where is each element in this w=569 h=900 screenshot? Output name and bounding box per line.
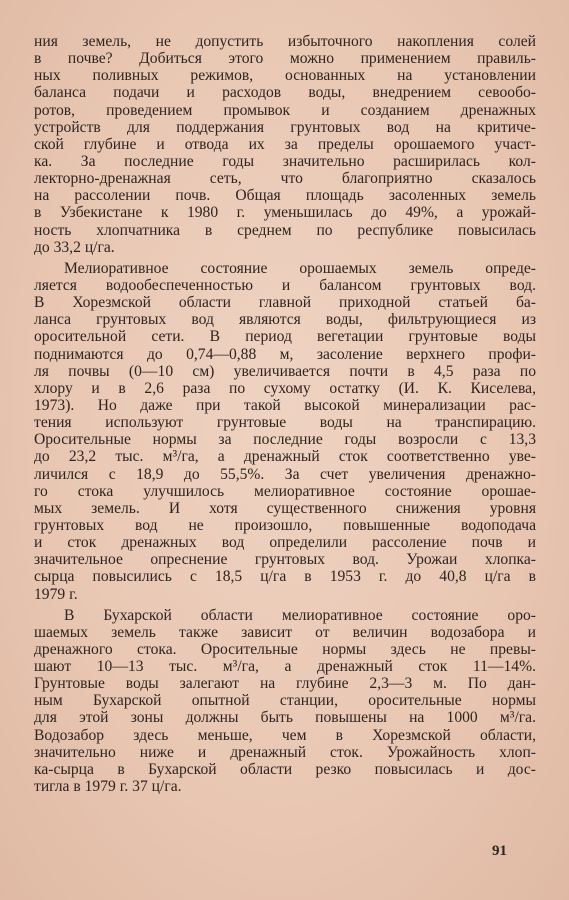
text-line: оросительной сети. В период вегетации грунтовые воды [34,328,536,346]
text-line: В Хорезмской области главной приходной статьей ба- [34,294,536,312]
text-line: шаемых земель также зависит от величин водозабора и [34,623,536,641]
text-line: Мелиоративное состояние орошаемых земель опреде- [64,259,536,277]
text-line: шают 10—13 тыс. м³/га, а дренажный сток 11—14%. [34,658,536,676]
text-line: Грунтовые воды залегают на глубине 2,3—3 м. По дан- [34,675,536,693]
text-line: в Узбекистане к 1980 г. уменьшилась до 49%, а урожай- [34,204,536,222]
text-line: поднимаются до 0,74—0,88 м, засоление верхнего профи- [34,345,536,363]
text-line: и сток дренажных вод определили рассоление почв и [34,534,536,552]
text-line: до 33,2 ц/га. [34,238,115,256]
text-line: ляется водообеспеченностью и балансом грунтовых вод. [34,276,536,294]
text-line: сырца повысились с 18,5 ц/га в 1953 г. до 40,8 ц/га в [34,568,536,586]
text-line: до 23,2 тыс. м³/га, а дренажный сток соответственно уве- [34,448,536,466]
text-line: лекторно-дренажная сеть, что благоприятно сказалось [34,170,536,188]
text-line: В Бухарской области мелиоративное состояние оро- [64,606,536,624]
paragraph [34,607,536,796]
page-number: 91 [492,843,507,859]
text-line: Оросительные нормы за последние годы возросли с 13,3 [34,431,536,449]
text-line: устройств для поддержания грунтовых вод на критиче- [34,118,536,136]
text-line: дренажного стока. Оросительные нормы здесь не превы- [34,640,536,658]
text-line: хлору и в 2,6 раза по сухому остатку (И. К. Киселева, [34,379,536,397]
text-line: ным Бухарской опытной станции, оросительные нормы [34,692,536,710]
text-line: мых земель. И хотя существенного снижения уровня [34,499,536,517]
text-line: Водозабор здесь меньше, чем в Хорезмской области, [34,726,536,744]
text-line: ля почвы (0—10 см) увеличивается почти в 4,5 раза по [34,362,536,380]
text-line: ротов, проведением промывок и созданием дренажных [34,101,536,119]
text-line: баланса подачи и расходов воды, внедрением севообо- [34,84,536,102]
text-line: ния земель, не допустить избыточного накопления солей [34,33,536,50]
text-line: ность хлопчатника в среднем по республике повысилась [34,221,536,239]
text-line: го стока улучшилось мелиоративное состояние орошае- [34,482,536,500]
text-line: в почве? Добиться этого можно применением правиль- [34,50,536,68]
text-line: личился с 18,9 до 55,5%. За счет увеличения дренажно- [34,465,536,483]
text-line: значительно ниже и дренажный сток. Урожайность хлоп- [34,743,536,761]
text-line: 1973). Но даже при такой высокой минерализации рас- [34,396,536,414]
text-line: ланса грунтовых вод являются воды, фильтрующиеся из [34,311,536,329]
text-line: ка. За последние годы значительно расширилась кол- [34,152,536,170]
text-line: ской глубине и отвода их за пределы орошаемого участ- [34,135,536,153]
text-line: для этой зоны должны быть повышены на 1000 м³/га. [34,709,536,727]
text-line: на рассолении почв. Общая площадь засоленных земель [34,187,536,205]
text-line: ка-сырца в Бухарской области резко повысилась и дос- [34,760,536,778]
paragraph [34,33,536,256]
paragraph [34,260,536,603]
text-line: тения используют грунтовые воды на транспирацию. [34,414,536,432]
text-line: грунтовых вод не произошло, повышенные водоподача [34,516,536,534]
body-text [34,33,536,795]
text-line: значительное опреснение грунтовых вод. Урожаи хлопка- [34,551,536,569]
text-line: тигла в 1979 г. 37 ц/га. [34,778,182,796]
text-line: 1979 г. [34,585,78,603]
text-line: ных поливных режимов, основанных на установлении [34,67,536,85]
